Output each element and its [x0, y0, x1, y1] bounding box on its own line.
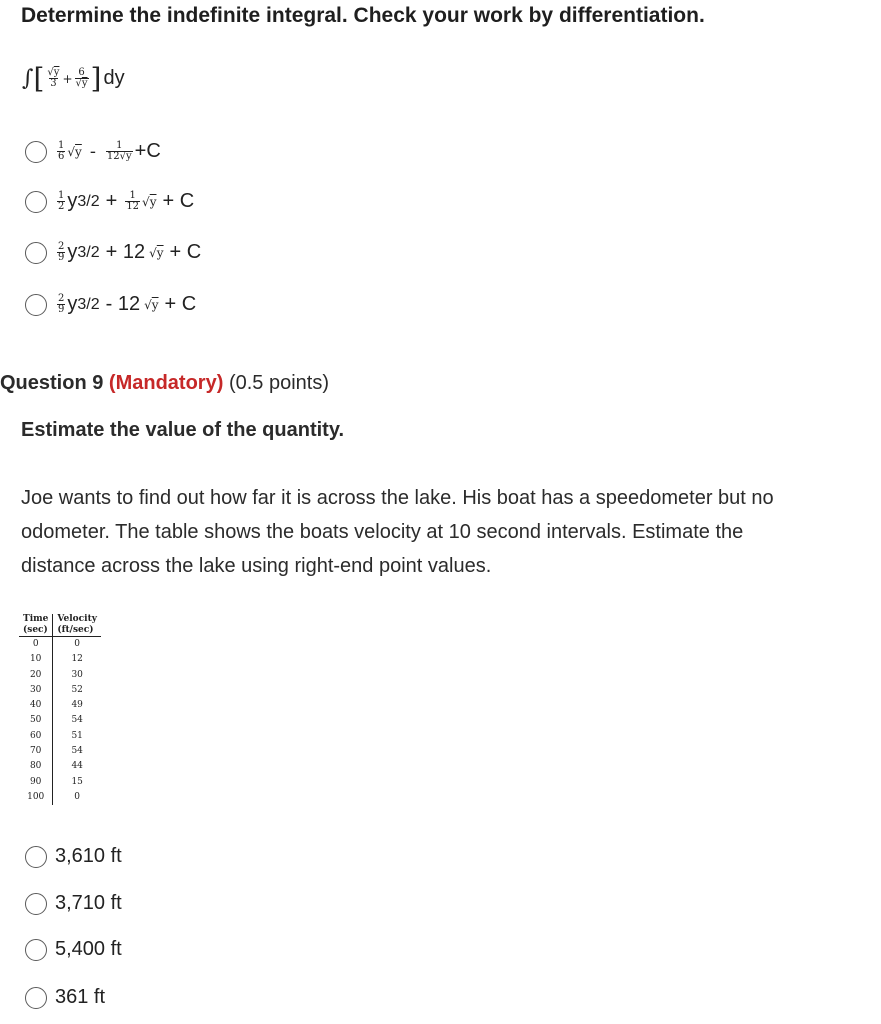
radio-button[interactable] — [25, 294, 47, 316]
velocity-cell: 54 — [71, 746, 83, 757]
frac-den: 6 — [58, 151, 65, 162]
table-row — [19, 759, 101, 774]
option-label: 5,400 ft — [55, 938, 122, 960]
velocity-cell: 44 — [71, 761, 83, 772]
radio-button[interactable] — [25, 893, 47, 915]
velocity-cell: 51 — [71, 730, 83, 741]
q9-header — [0, 372, 329, 395]
col-header-time-unit: (sec) — [19, 625, 53, 637]
term2-radicand: y — [81, 78, 88, 89]
frac-num: 1 — [58, 140, 65, 151]
option-label: 3,710 ft — [55, 892, 122, 914]
velocity-cell: 0 — [74, 639, 81, 649]
body-line: odometer. The table shows the boats velocity at 10 second intervals. Estimate the — [21, 521, 744, 543]
time-cell: 80 — [19, 759, 53, 774]
velocity-cell: 52 — [71, 684, 83, 695]
time-cell: 30 — [19, 683, 53, 698]
root-symbol: √ — [144, 297, 152, 312]
option-3-expression — [55, 241, 201, 264]
integral-sign: ∫ — [22, 66, 34, 91]
time-cell: 20 — [19, 668, 53, 683]
operator: + 12 — [105, 241, 146, 263]
time-cell: 60 — [19, 729, 53, 744]
root-symbol: √ — [149, 245, 157, 260]
points-label: (0.5 points) — [228, 372, 329, 394]
term1-fraction: $\frac{√y}{3}$ — [47, 67, 60, 89]
frac-den: 12 — [126, 201, 140, 212]
q9-option-2[interactable] — [25, 892, 122, 915]
bracket-close: ] — [90, 62, 102, 95]
frac-den: 2 — [58, 201, 65, 212]
variable: y — [67, 241, 78, 263]
integral-expression — [22, 62, 125, 95]
velocity-cell: 49 — [71, 700, 83, 711]
plus-c: + C — [169, 241, 202, 263]
variable: y — [67, 293, 78, 315]
radicand: y — [151, 297, 159, 312]
frac-num: 1 — [58, 190, 65, 201]
option-4-expression — [55, 293, 196, 316]
velocity-cell: 12 — [71, 654, 83, 665]
term1-denominator: 3 — [50, 78, 57, 89]
operator: + — [105, 190, 118, 212]
q8-option-4[interactable] — [25, 293, 196, 316]
root-symbol: √ — [142, 194, 150, 209]
time-cell: 0 — [19, 637, 53, 653]
table-row — [19, 683, 101, 698]
q9-option-1[interactable] — [25, 845, 122, 868]
frac-num: 1 — [129, 190, 136, 201]
table-row — [19, 744, 101, 759]
radicand: y — [75, 144, 82, 159]
radio-button[interactable] — [25, 846, 47, 868]
term2-fraction: $\frac{6}{√y}$ — [75, 67, 88, 89]
body-line: Joe wants to find out how far it is across the lake. His boat has a speedometer but no — [21, 487, 774, 509]
root-symbol: √ — [67, 144, 76, 159]
col-header-velocity: Velocity — [57, 614, 97, 624]
plus-c: + C — [162, 190, 195, 212]
velocity-cell: 0 — [74, 791, 81, 802]
plus-c: + C — [164, 293, 197, 315]
operator: - 12 — [105, 293, 141, 315]
bracket-open: [ — [33, 62, 45, 95]
exponent: 3/2 — [77, 295, 100, 313]
q8-option-3[interactable] — [25, 241, 201, 264]
q8-option-1[interactable] — [25, 140, 161, 163]
radicand: y — [149, 194, 157, 209]
q8-prompt: Determine the indefinite integral. Check your work by differentiation. — [21, 4, 705, 27]
time-cell: 10 — [19, 652, 53, 667]
table-row — [19, 652, 101, 667]
plus-sign: + — [62, 71, 73, 86]
table-row — [19, 668, 101, 683]
frac-num: 2 — [58, 241, 65, 252]
velocity-cell: 30 — [71, 669, 83, 680]
q9-prompt: Estimate the value of the quantity. — [21, 419, 345, 441]
radio-button[interactable] — [25, 987, 47, 1009]
q9-body — [21, 481, 876, 583]
term2-numerator: 6 — [78, 67, 85, 78]
frac-num: 2 — [58, 293, 65, 304]
minus-sign: - — [89, 141, 96, 162]
option-label: 361 ft — [55, 986, 106, 1008]
radio-button[interactable] — [25, 939, 47, 961]
table-row — [19, 790, 101, 805]
velocity-cell: 15 — [71, 776, 83, 787]
time-cell: 90 — [19, 775, 53, 790]
radio-button[interactable] — [25, 141, 47, 163]
radio-button[interactable] — [25, 242, 47, 264]
radio-button[interactable] — [25, 191, 47, 213]
time-cell: 50 — [19, 713, 53, 728]
table-row — [19, 775, 101, 790]
time-cell: 40 — [19, 698, 53, 713]
table-row — [19, 698, 101, 713]
frac-den: 12√y — [106, 151, 132, 162]
exponent: 3/2 — [77, 192, 100, 210]
table-row — [19, 713, 101, 728]
frac-den: 9 — [58, 304, 65, 315]
table-row — [19, 637, 101, 653]
q8-option-2[interactable] — [25, 190, 194, 213]
variable: y — [67, 190, 78, 212]
col-header-time: Time — [19, 614, 53, 625]
mandatory-label: (Mandatory) — [108, 372, 224, 394]
q9-option-4[interactable] — [25, 986, 105, 1009]
velocity-cell: 54 — [71, 715, 83, 726]
table-row — [19, 729, 101, 744]
velocity-table — [19, 614, 101, 805]
option-2-expression — [55, 190, 194, 213]
time-cell: 100 — [19, 790, 53, 805]
term1-radicand: y — [53, 67, 60, 78]
plus-c: +C — [134, 140, 161, 162]
frac-num: 1 — [116, 140, 123, 151]
option-label: 3,610 ft — [55, 845, 122, 867]
option-1-expression — [55, 140, 161, 163]
frac-den: 9 — [58, 252, 65, 263]
question-title: Question 9 — [0, 372, 104, 394]
time-cell: 70 — [19, 744, 53, 759]
radicand: y — [156, 245, 164, 260]
differential: dy — [103, 67, 125, 89]
exponent: 3/2 — [77, 243, 100, 261]
q9-option-3[interactable] — [25, 938, 122, 961]
col-header-velocity-unit: (ft/sec) — [53, 625, 101, 637]
body-line: distance across the lake using right-end point values. — [21, 555, 492, 577]
